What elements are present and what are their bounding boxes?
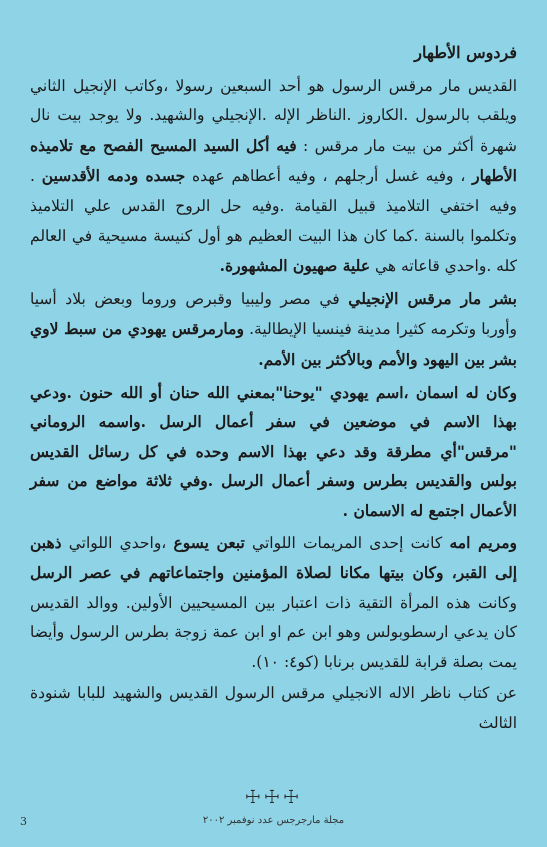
page-footer bbox=[0, 815, 547, 835]
paragraph-3: وكان له اسمان ،اسم يهودي "يوحنا"بمعني الله حنان أو الله حنون .ودعي بهذا الاسم في موضعين في سفر أعمال الرسل .واسمه الروماني "مرقس"أي مطرقة وقد دعي بهذا الاسم وحده في كل رسائل القديس بولس والقديس بطرس وسفر أعمال الرسل .وفي ثلاثة مواضع من سفر الأعمال اجتمع له الاسمان . bbox=[30, 382, 517, 520]
article-title: فردوس الأطهار bbox=[414, 43, 517, 62]
paragraph-1-bold-3: علية صهيون المشهورة. bbox=[219, 256, 371, 276]
cross-ornament-icon: ☩☩☩ bbox=[244, 787, 303, 808]
magazine-name: مجلة مارجرجس عدد نوفمبر ٢٠٠٢ bbox=[202, 815, 345, 826]
paragraph-2-text-1: في مصر وليبيا وقبرص وروما وبعض بلاد أسيا وأوربا وتكرمه كثيرا مدينة فينسيا الإيطالية. bbox=[30, 289, 518, 339]
paragraph-4 bbox=[30, 528, 517, 678]
paragraph-1-bold-2: جسده ودمه الأقدسين bbox=[41, 166, 186, 186]
paragraph-1-bold-1: فيه أكل السيد المسيح الفصح مع تلاميذه الأطهار bbox=[30, 135, 517, 186]
paragraph-4-text-3: وكانت هذه المرأة التقية ذات اعتبار بين المسيحيين الأولين. ووالد القديس كان يدعي ارسطوبولس وهو ابن عم او ابن عمة زوجة بطرس الرسول وأيضا يمت بصلة قرابة للقديس برنابا (كو٤: ١٠). bbox=[30, 593, 517, 671]
source-citation: عن كتاب ناظر الاله الانجيلي مرقس الرسول القديس والشهيد للبابا شنودة الثالث bbox=[30, 684, 517, 733]
paragraph-4-bold-1: ومريم امه bbox=[449, 532, 518, 552]
paragraph-2-bold-2: ومارمرقس يهودي من سبط لاوي بشر بين اليهود والأمم وبالأكثر بين الأمم. bbox=[30, 319, 517, 369]
paragraph-4-text-1: كانت إحدى المريمات اللواتي bbox=[244, 533, 450, 552]
paragraph-2-bold-1: بشر مار مرقس الإنجيلي bbox=[348, 288, 517, 308]
page-number: 3 bbox=[20, 815, 27, 828]
paragraph-1-text-3: . وفيه اختفي التلاميذ قبيل القيامة .وفيه حل الروح القدس علي التلاميذ وتكلموا بالسنة .كما كان هذا البيت العظيم هو أول كنيسة مسيحية في العالم كله .واحدي قاعاته هي bbox=[30, 167, 517, 276]
paragraph-4-bold-3: ذهبن إلى القبر، وكان بيتها مكانا لصلاة المؤمنين واجتماعاتهم في عصر الرسل bbox=[30, 532, 517, 583]
paragraph-1 bbox=[30, 72, 517, 282]
paragraph-4-bold-2: تبعن يسوع bbox=[173, 532, 245, 552]
paragraph-4-text-2: ،واحدي اللواتي bbox=[61, 533, 174, 552]
article-body bbox=[30, 38, 517, 739]
paragraph-1-text-1: القديس مار مرقس الرسول هو أحد السبعين رسولا ،وكاتب الإنجيل الثاني ويلقب بالرسول .الكاروز .الناظر الإله .الإنجيلي والشهيد. ولا يوجد بيت نال شهرة أكثر من بيت مار مرقس : bbox=[30, 76, 517, 155]
paragraph-1-text-2: ، وفيه غسل أرجلهم ، وفيه أعطاهم عهده bbox=[185, 167, 473, 186]
paragraph-2 bbox=[30, 284, 517, 376]
